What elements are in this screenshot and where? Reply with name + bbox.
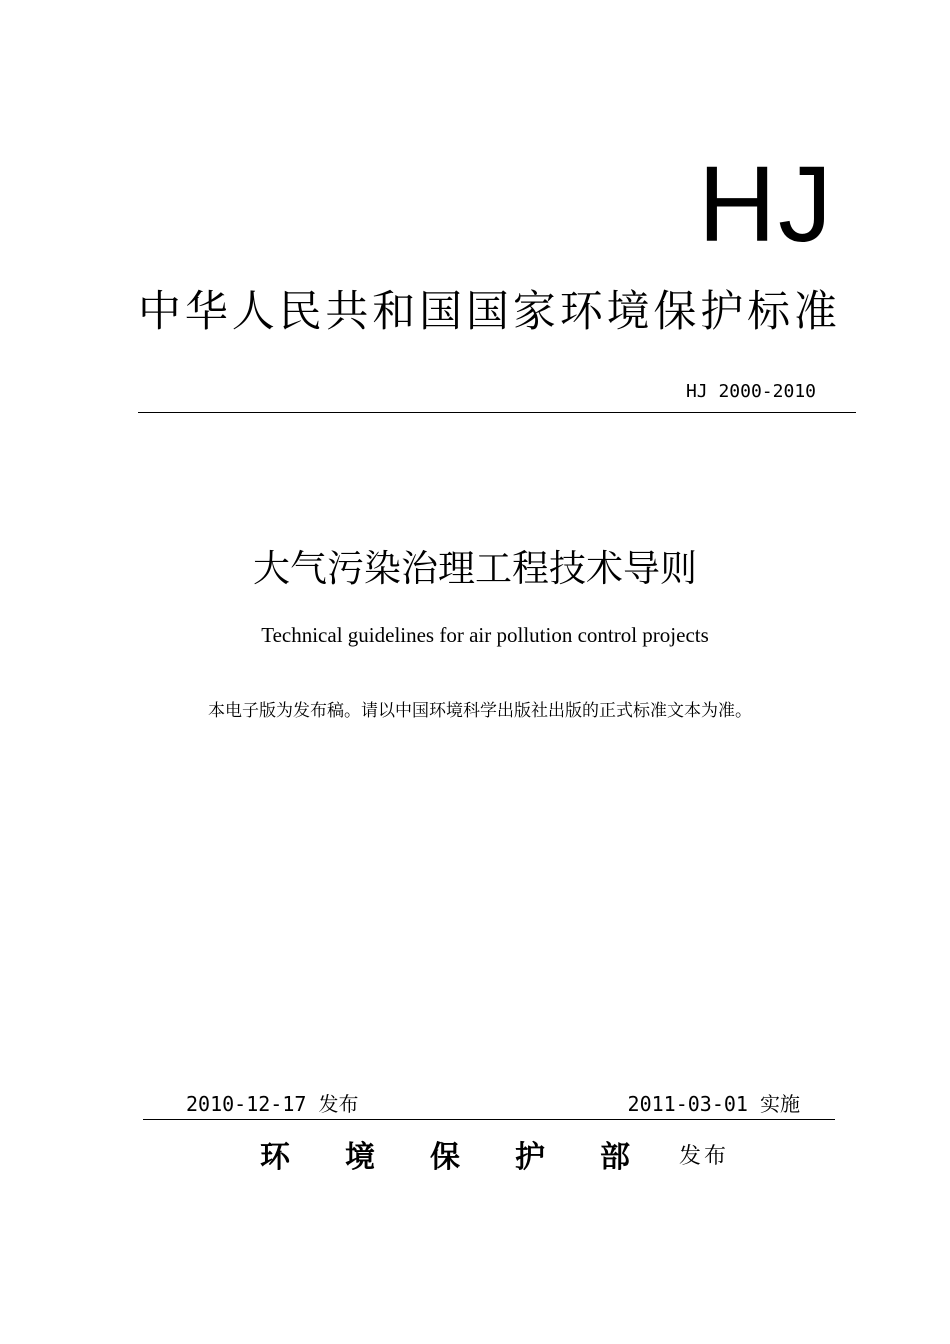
standard-number: HJ 2000-2010 — [685, 381, 816, 402]
document-title-cn: 大气污染治理工程技术导则 — [253, 547, 697, 590]
issuer-char: 保 — [430, 1140, 460, 1175]
header-divider — [138, 412, 856, 413]
issuer-suffix: 发布 — [679, 1144, 730, 1169]
footer-divider — [143, 1119, 835, 1120]
issuer-name — [260, 1132, 685, 1176]
hj-logo: HJ — [698, 143, 834, 264]
implementation-date: 2011-03-01 实施 — [627, 1092, 800, 1116]
document-title-en: Technical guidelines for air pollution control projects — [261, 623, 709, 647]
issuer-char: 境 — [345, 1140, 375, 1175]
edition-notice: 本电子版为发布稿。请以中国环境科学出版社出版的正式标准文本为准。 — [208, 701, 752, 721]
issue-date: 2010-12-17 发布 — [186, 1092, 359, 1116]
issuer-char: 护 — [515, 1140, 545, 1175]
standard-series-title: 中华人民共和国国家环境保护标准 — [138, 287, 838, 337]
issuer-char: 环 — [260, 1140, 290, 1175]
issuer-char: 部 — [600, 1140, 630, 1175]
